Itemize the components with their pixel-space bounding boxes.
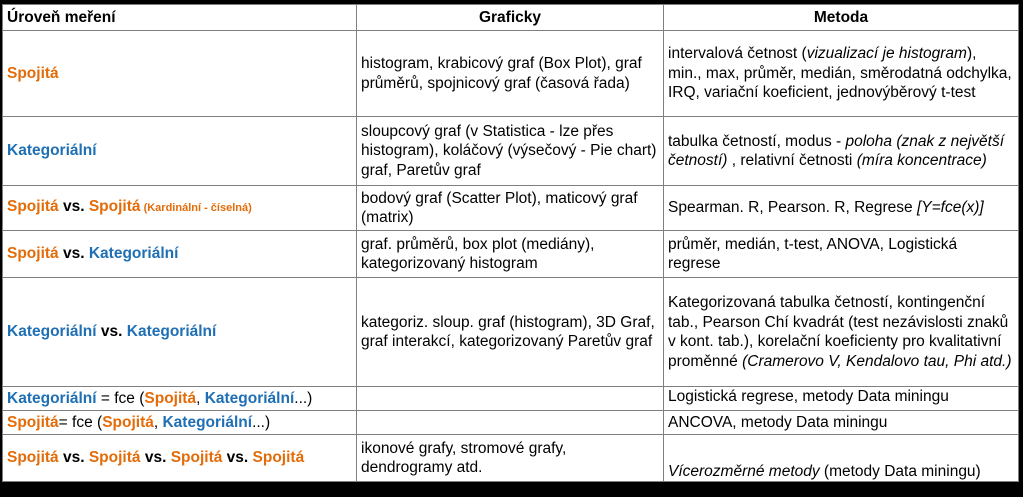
graphic-cell: bodový graf (Scatter Plot), maticový graf (matrix) (357, 186, 664, 231)
table-row (3, 411, 1019, 435)
header-row (3, 5, 1019, 31)
level-text: = fce ( (58, 413, 103, 431)
graphic-cell: graf. průměrů, box plot (mediány), kategorizovaný histogram (357, 231, 664, 278)
method-text: [Y=fce(x)] (916, 199, 984, 217)
header-method: Metoda (664, 5, 1019, 31)
graphic-cell: kategoriz. sloup. graf (histogram), 3D Graf, graf interakcí, kategorizovaný Paretův graf (357, 278, 664, 387)
level-text: vs. (96, 323, 127, 341)
level-text: Spojitá (88, 449, 141, 467)
method-text: , relativní četnosti (727, 152, 857, 169)
method-cell (664, 231, 1019, 278)
header-level: Úroveň meření (3, 5, 357, 31)
level-text: Kategoriální (7, 142, 97, 160)
level-text: vs. (140, 449, 171, 467)
level-text: Kategoriální (126, 323, 217, 341)
level-text: Kategoriální (7, 323, 97, 341)
graphic-cell: ikonové grafy, stromové grafy, dendrogramy atd. (357, 435, 664, 482)
method-cell (664, 435, 1019, 482)
level-text: Kategoriální (162, 413, 253, 431)
table-row (3, 435, 1019, 482)
level-text: Spojitá (7, 245, 59, 263)
level-text: Spojitá (144, 389, 197, 407)
method-text: ANCOVA, metody Data miningu (668, 413, 888, 431)
method-text: tabulka četností, modus - (668, 132, 846, 150)
level-text: Spojitá (7, 449, 59, 467)
level-text: Spojitá (7, 413, 59, 431)
method-text: Logistická regrese, metody Data miningu (668, 388, 949, 405)
method-text: poloha (znak z největší četností) (668, 132, 1005, 169)
method-cell (664, 117, 1019, 186)
level-text: ...) (294, 389, 313, 407)
level-text: Kategoriální (88, 245, 179, 263)
table-row (3, 231, 1019, 278)
method-text: intervalová četnost ( (668, 45, 807, 63)
graphic-cell (357, 411, 664, 435)
level-text: vs. (222, 449, 253, 467)
table-row (3, 117, 1019, 186)
method-cell (664, 278, 1019, 387)
level-cell (3, 231, 357, 278)
level-text: , (196, 389, 205, 407)
method-text: Vícerozměrné metody (668, 462, 820, 480)
method-text: vizualizací je histogram (806, 45, 967, 63)
method-text: ), min., max, průměr, medián, směrodatná odchylka, IRQ, variační koeficient, jednovýběrový t-test (668, 45, 1012, 102)
method-text: (metody Data miningu) (819, 462, 981, 480)
level-text: , (153, 413, 163, 431)
level-text: Spojitá (102, 413, 154, 431)
level-cell (3, 186, 357, 231)
level-cell (3, 387, 357, 411)
method-text: Kategorizovaná tabulka četností, kontingenční tab., Pearson Chí kvadrát (test nezávislosti znaků v kont. tab.), korelační koeficienty pro kvalitativní proměnné (668, 294, 1009, 370)
level-cell (3, 31, 357, 117)
method-cell (664, 387, 1019, 411)
level-text: vs. (58, 449, 89, 467)
level-text: vs. (58, 198, 89, 216)
graphic-cell: sloupcový graf (v Statistica - lze přes histogram), koláčový (výsečový - Pie chart) graf, Paretův graf (357, 117, 664, 186)
method-cell (664, 31, 1019, 117)
level-cell (3, 278, 357, 387)
table-row (3, 278, 1019, 387)
method-text: průměr, medián, t-test, ANOVA, Logistická regrese (668, 235, 958, 272)
graphic-cell: histogram, krabicový graf (Box Plot), graf průměrů, spojnicový graf (časová řada) (357, 31, 664, 117)
level-text: Spojitá (7, 198, 59, 216)
method-cell (664, 411, 1019, 435)
level-text: Spojitá (88, 198, 141, 216)
level-text: ...) (252, 413, 271, 431)
table-row (3, 387, 1019, 411)
method-text: (Cramerovo V, Kendalovo tau, Phi atd.) (742, 352, 1012, 370)
level-text: vs. (58, 245, 89, 263)
table-row (3, 31, 1019, 117)
level-cell (3, 435, 357, 482)
level-text: (Kardinální - číselná) (140, 202, 252, 215)
level-cell (3, 117, 357, 186)
level-text: Spojitá (252, 449, 305, 467)
level-cell (3, 411, 357, 435)
level-text: = fce ( (96, 389, 145, 407)
measurement-methods-table (2, 4, 1019, 482)
method-text: Spearman. R, Pearson. R, Regrese (668, 199, 917, 217)
level-text: Spojitá (170, 449, 223, 467)
level-text: Kategoriální (204, 389, 295, 407)
level-text: Kategoriální (7, 389, 97, 407)
table-row (3, 186, 1019, 231)
header-graphic: Graficky (357, 5, 664, 31)
graphic-cell (357, 387, 664, 411)
level-text: Spojitá (7, 64, 59, 82)
method-text: (míra koncentrace) (856, 152, 987, 169)
method-cell (664, 186, 1019, 231)
